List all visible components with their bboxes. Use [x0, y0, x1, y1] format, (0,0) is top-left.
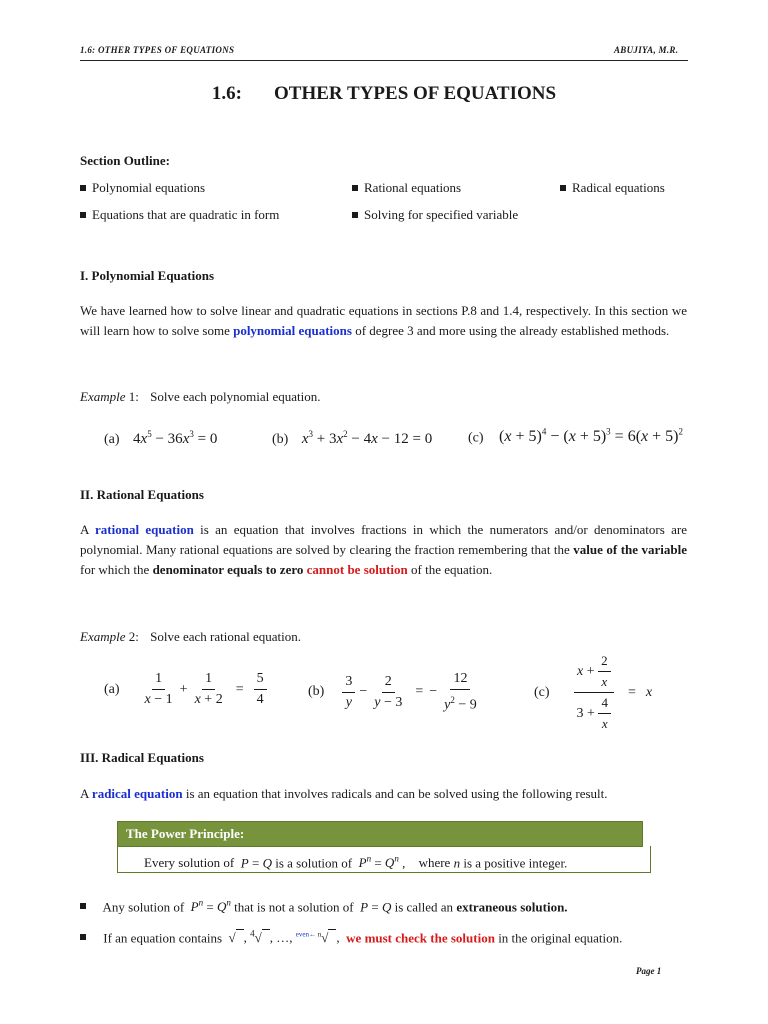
outline-item: Solving for specified variable	[352, 207, 518, 223]
section-heading-rational: II. Rational Equations	[80, 487, 204, 502]
section-heading-radical: III. Radical Equations	[80, 750, 204, 765]
power-principle-box-title: The Power Principle:	[117, 821, 643, 847]
page-title	[0, 83, 768, 105]
term-polynomial-equations: polynomial equations	[233, 323, 352, 338]
running-header-author: ABUJIYA, M.R.	[614, 45, 679, 55]
power-principle-box-body: Every solution of P = Q is a solution of $P^n = Q^n$ , where n is a positive integer.	[117, 846, 651, 873]
example-2b: (b) $\frac{3}{y}$ − $\frac{2}{y - 3}$ = − $\frac{12}{y^2 - 9}$	[308, 671, 477, 713]
outline-item: Polynomial equations	[80, 180, 205, 196]
header-rule	[80, 60, 688, 61]
term-radical-equation: radical equation	[91, 786, 183, 801]
example-1a: (a) $4x^5 - 36x^3 = 0$	[104, 429, 218, 447]
title-number: 1.6:	[211, 83, 242, 104]
paragraph-radical: A radical equation is an equation that involves radicals and can be solved using the following result.	[80, 786, 608, 801]
outline-item: Rational equations	[352, 180, 461, 196]
paragraph-polynomial: We have learned how to solve linear and quadratic equations in sections P.8 and 1.4, respectively. In this section we will learn how to solve some polynomial equations of degree 3 and more using the already established methods.	[80, 303, 687, 338]
page-number: Page 1	[636, 966, 662, 976]
section-heading-polynomial: I. Polynomial Equations	[80, 268, 215, 283]
bullet-extraneous: Any solution of $P^n = Q^n$ that is not a solution of P = Q is called an extraneous solution.	[80, 898, 568, 915]
example-1-label: Example 1: Solve each polynomial equation.	[80, 389, 321, 404]
outline-item: Radical equations	[560, 180, 665, 196]
example-2-label: Example 2: Solve each rational equation.	[80, 629, 301, 644]
term-rational-equation: rational equation	[95, 522, 194, 537]
example-2c: (c) x + $\frac{2}{x}$ 3 + $\frac{4}{x}$ = x	[534, 653, 653, 731]
bullet-check-solution: If an equation contains √ , $^4$√ , …, $^{even\leftarrow n}$√ , we must check the solution in the original equation.	[80, 929, 622, 946]
example-2a: (a) $\frac{1}{x - 1}$ + $\frac{1}{x + 2}$ = $\frac{5}{4}$	[104, 671, 271, 708]
example-1c: (c) $(x + 5)^4 - (x + 5)^3 = 6(x + 5)^2$	[468, 427, 683, 446]
title-text: OTHER TYPES OF EQUATIONS	[274, 83, 557, 104]
example-1b: (b) $x^3 + 3x^2 - 4x - 12 = 0$	[272, 429, 433, 447]
outline-item: Equations that are quadratic in form	[80, 207, 279, 223]
paragraph-rational: A rational equation is an equation that involves fractions in which the numerators and/or denominators are polynomial. Many rational equations are solved by clearing the fraction remembering that the value of the variable for which the denominator equals to zero cannot be solution of the equation.	[80, 522, 687, 577]
section-outline-heading: Section Outline:	[80, 153, 170, 168]
running-header-title: 1.6: OTHER TYPES OF EQUATIONS	[80, 45, 235, 55]
